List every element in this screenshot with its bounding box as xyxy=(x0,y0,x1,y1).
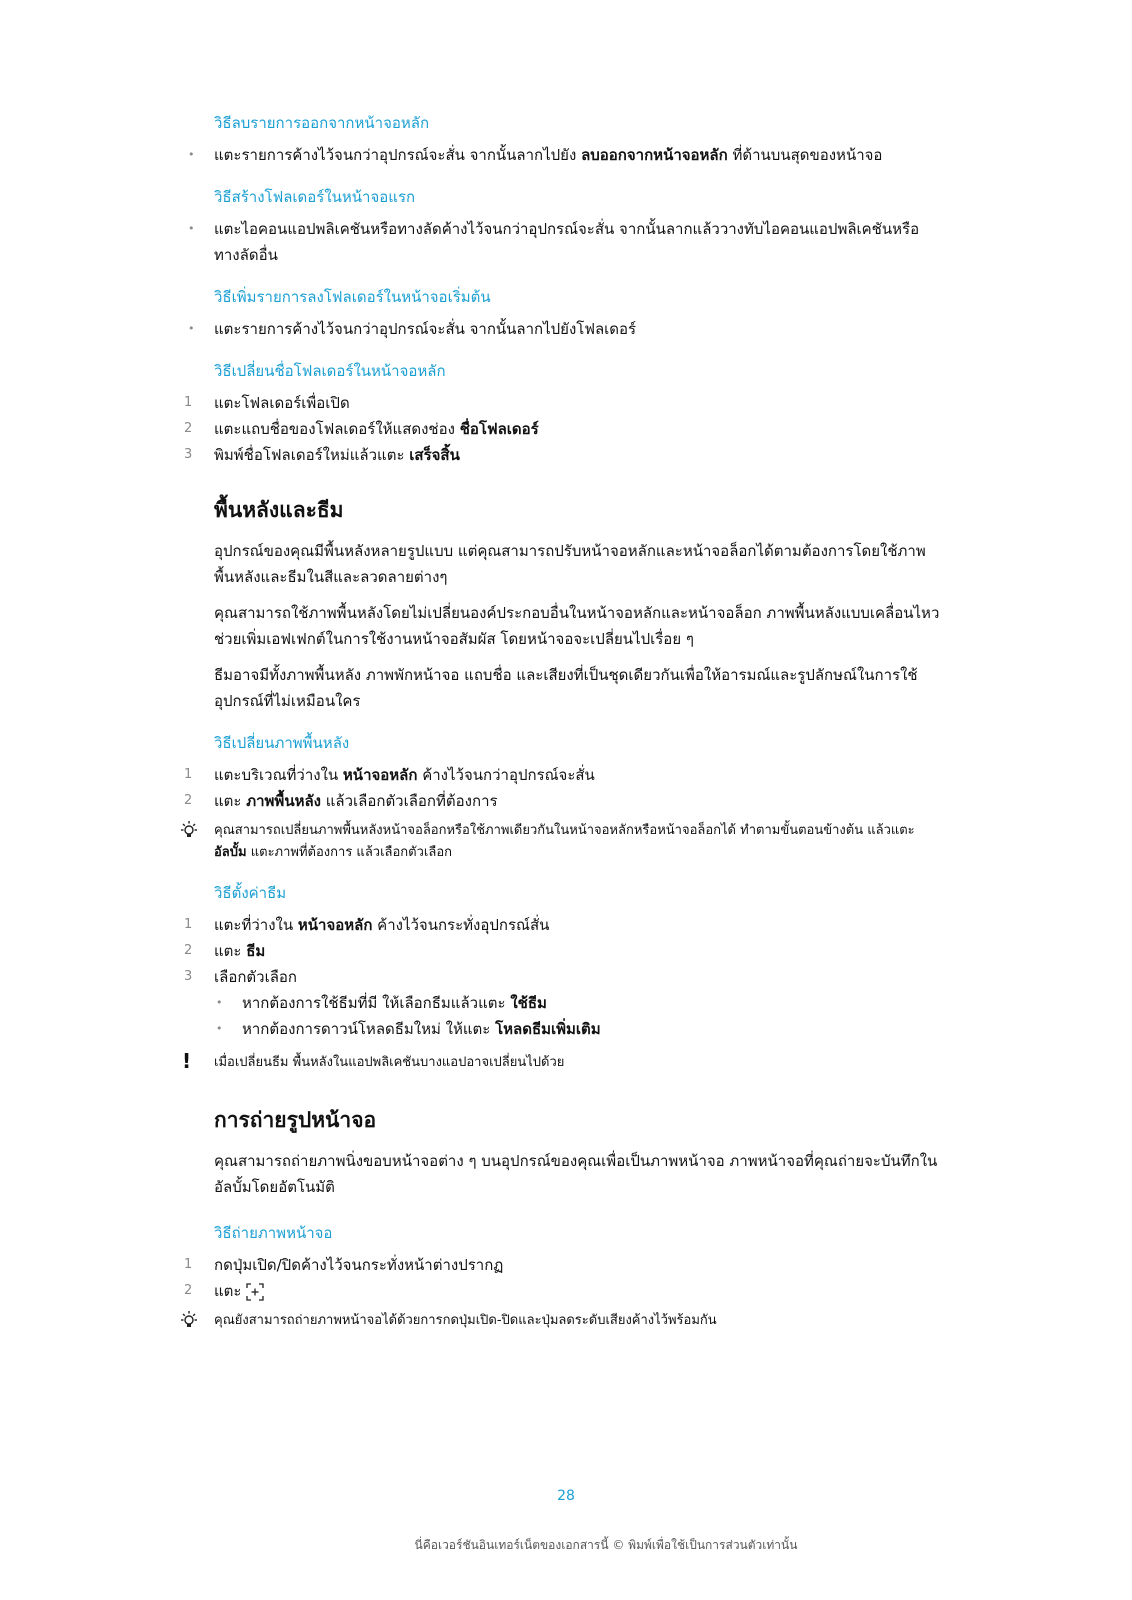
bullet-item: • แตะไอคอนแอปพลิเคชันหรือทางลัดค้างไว้จนกว่าอุปกรณ์จะสั่น จากนั้นลากแล้ววางทับไอคอนแอปพลิเคชันหรือทางลัดอื่น xyxy=(214,216,944,268)
paragraph: คุณสามารถใช้ภาพพื้นหลังโดยไม่เปลี่ยนองค์ประกอบอื่นในหน้าจอหลักและหน้าจอล็อก ภาพพื้นหลังแบบเคลื่อนไหวช่วยเพิ่มเอฟเฟกต์ในการใช้งานหน้าจอสัมผัส โดยหน้าจอจะเปลี่ยนไปเรื่อย ๆ xyxy=(214,604,940,648)
step-number: 2 xyxy=(184,421,193,436)
subheading-set-theme: วิธีตั้งค่าธีม xyxy=(214,884,287,902)
subheading-rename-folder: วิธีเปลี่ยนชื่อโฟลเดอร์ในหน้าจอหลัก xyxy=(214,362,446,380)
step-number: 2 xyxy=(184,1283,193,1298)
tip-note: คุณสามารถเปลี่ยนภาพพื้นหลังหน้าจอล็อกหรือใช้ภาพเดียวกันในหน้าจอหลักหรือหน้าจอล็อกได้ ทำตามขั้นตอนข้างต้น แล้วแตะ อัลบั้ม แตะภาพที่ต้องการ แล้วเลือกตัวเลือก xyxy=(214,820,944,864)
sub-bullet-item: • หากต้องการใช้ธีมที่มี ให้เลือกธีมแล้วแตะ ใช้ธีม xyxy=(214,990,944,1016)
heading-screenshot: การถ่ายรูปหน้าจอ xyxy=(214,1108,377,1132)
step-number: 1 xyxy=(184,1257,193,1272)
bullet-mark: • xyxy=(216,1022,223,1035)
step-number: 1 xyxy=(184,917,193,932)
step-item: 2 แตะแถบชื่อของโฟลเดอร์ให้แสดงช่อง ชื่อโฟลเดอร์ xyxy=(214,416,944,442)
step-item: 1 แตะโฟลเดอร์เพื่อเปิด xyxy=(214,390,944,416)
sub-bullet-item: • หากต้องการดาวน์โหลดธีมใหม่ ให้แตะ โหลดธีมเพิ่มเติม xyxy=(214,1016,944,1042)
subheading-take-screenshot: วิธีถ่ายภาพหน้าจอ xyxy=(214,1224,333,1242)
step-item: 3 เลือกตัวเลือก xyxy=(214,964,944,990)
paragraph: อุปกรณ์ของคุณมีพื้นหลังหลายรูปแบบ แต่คุณสามารถปรับหน้าจอหลักและหน้าจอล็อกได้ตามต้องการโดยใช้ภาพพื้นหลังและธีมในสีและลวดลายต่างๆ xyxy=(214,542,926,586)
step-number: 3 xyxy=(184,447,193,462)
step-item: 2 แตะ ธีม xyxy=(214,938,944,964)
subheading-create-folder: วิธีสร้างโฟลเดอร์ในหน้าจอแรก xyxy=(214,188,416,206)
lightbulb-icon xyxy=(178,820,200,842)
step-number: 3 xyxy=(184,969,193,984)
step-number: 2 xyxy=(184,943,193,958)
paragraph: ธีมอาจมีทั้งภาพพื้นหลัง ภาพพักหน้าจอ แถบชื่อ และเสียงที่เป็นชุดเดียวกันเพื่อให้อารมณ์และรูปลักษณ์ในการใช้อุปกรณ์ที่ไม่เหมือนใคร xyxy=(214,666,918,710)
bullet-mark: • xyxy=(188,148,195,161)
screenshot-icon xyxy=(246,1283,264,1301)
step-item: 1 แตะบริเวณที่ว่างใน หน้าจอหลัก ค้างไว้จนกว่าอุปกรณ์จะสั่น xyxy=(214,762,944,788)
lightbulb-icon xyxy=(178,1310,200,1332)
footer-notice: นี่คือเวอร์ชันอินเทอร์เน็ตของเอกสารนี้ © พิมพ์เพื่อใช้เป็นการส่วนตัวเท่านั้น xyxy=(414,1538,798,1552)
step-number: 1 xyxy=(184,767,193,782)
subheading-remove-item: วิธีลบรายการออกจากหน้าจอหลัก xyxy=(214,114,430,132)
paragraph: คุณสามารถถ่ายภาพนิ่งขอบหน้าจอต่าง ๆ บนอุปกรณ์ของคุณเพื่อเป็นภาพหน้าจอ ภาพหน้าจอที่คุณถ่ายจะบันทึกในอัลบั้มโดยอัตโนมัติ xyxy=(214,1152,938,1196)
bullet-item: • แตะรายการค้างไว้จนกว่าอุปกรณ์จะสั่น จากนั้นลากไปยัง ลบออกจากหน้าจอหลัก ที่ด้านบนสุดของหน้าจอ xyxy=(214,142,944,168)
step-item: 2 แตะ xyxy=(214,1278,944,1304)
subheading-change-wallpaper: วิธีเปลี่ยนภาพพื้นหลัง xyxy=(214,734,350,752)
step-number: 2 xyxy=(184,793,193,808)
bullet-mark: • xyxy=(188,322,195,335)
content xyxy=(182,112,944,1332)
bullet-item: • แตะรายการค้างไว้จนกว่าอุปกรณ์จะสั่น จากนั้นลากไปยังโฟลเดอร์ xyxy=(214,316,944,342)
step-item: 1 แตะที่ว่างใน หน้าจอหลัก ค้างไว้จนกระทั่งอุปกรณ์สั่น xyxy=(214,912,944,938)
page-number: 28 xyxy=(557,1488,575,1504)
bullet-mark: • xyxy=(188,222,195,235)
exclamation-icon: ! xyxy=(182,1049,192,1073)
warning-note: ! เมื่อเปลี่ยนธีม พื้นหลังในแอปพลิเคชันบางแอปอาจเปลี่ยนไปด้วย xyxy=(182,1049,565,1073)
step-item: 3 พิมพ์ชื่อโฟลเดอร์ใหม่แล้วแตะ เสร็จสิ้น xyxy=(214,442,944,468)
step-item: 2 แตะ ภาพพื้นหลัง แล้วเลือกตัวเลือกที่ต้องการ xyxy=(214,788,944,814)
tip-note: คุณยังสามารถถ่ายภาพหน้าจอได้ด้วยการกดปุ่มเปิด-ปิดและปุ่มลดระดับเสียงค้างไว้พร้อมกัน xyxy=(214,1310,944,1332)
step-item: 1 กดปุ่มเปิด/ปิดค้างไว้จนกระทั่งหน้าต่างปรากฏ xyxy=(214,1252,944,1278)
bullet-mark: • xyxy=(216,996,223,1009)
subheading-add-to-folder: วิธีเพิ่มรายการลงโฟลเดอร์ในหน้าจอเริ่มต้น xyxy=(214,288,491,306)
heading-wallpaper-theme: พื้นหลังและธีม xyxy=(214,498,344,522)
step-number: 1 xyxy=(184,395,193,410)
